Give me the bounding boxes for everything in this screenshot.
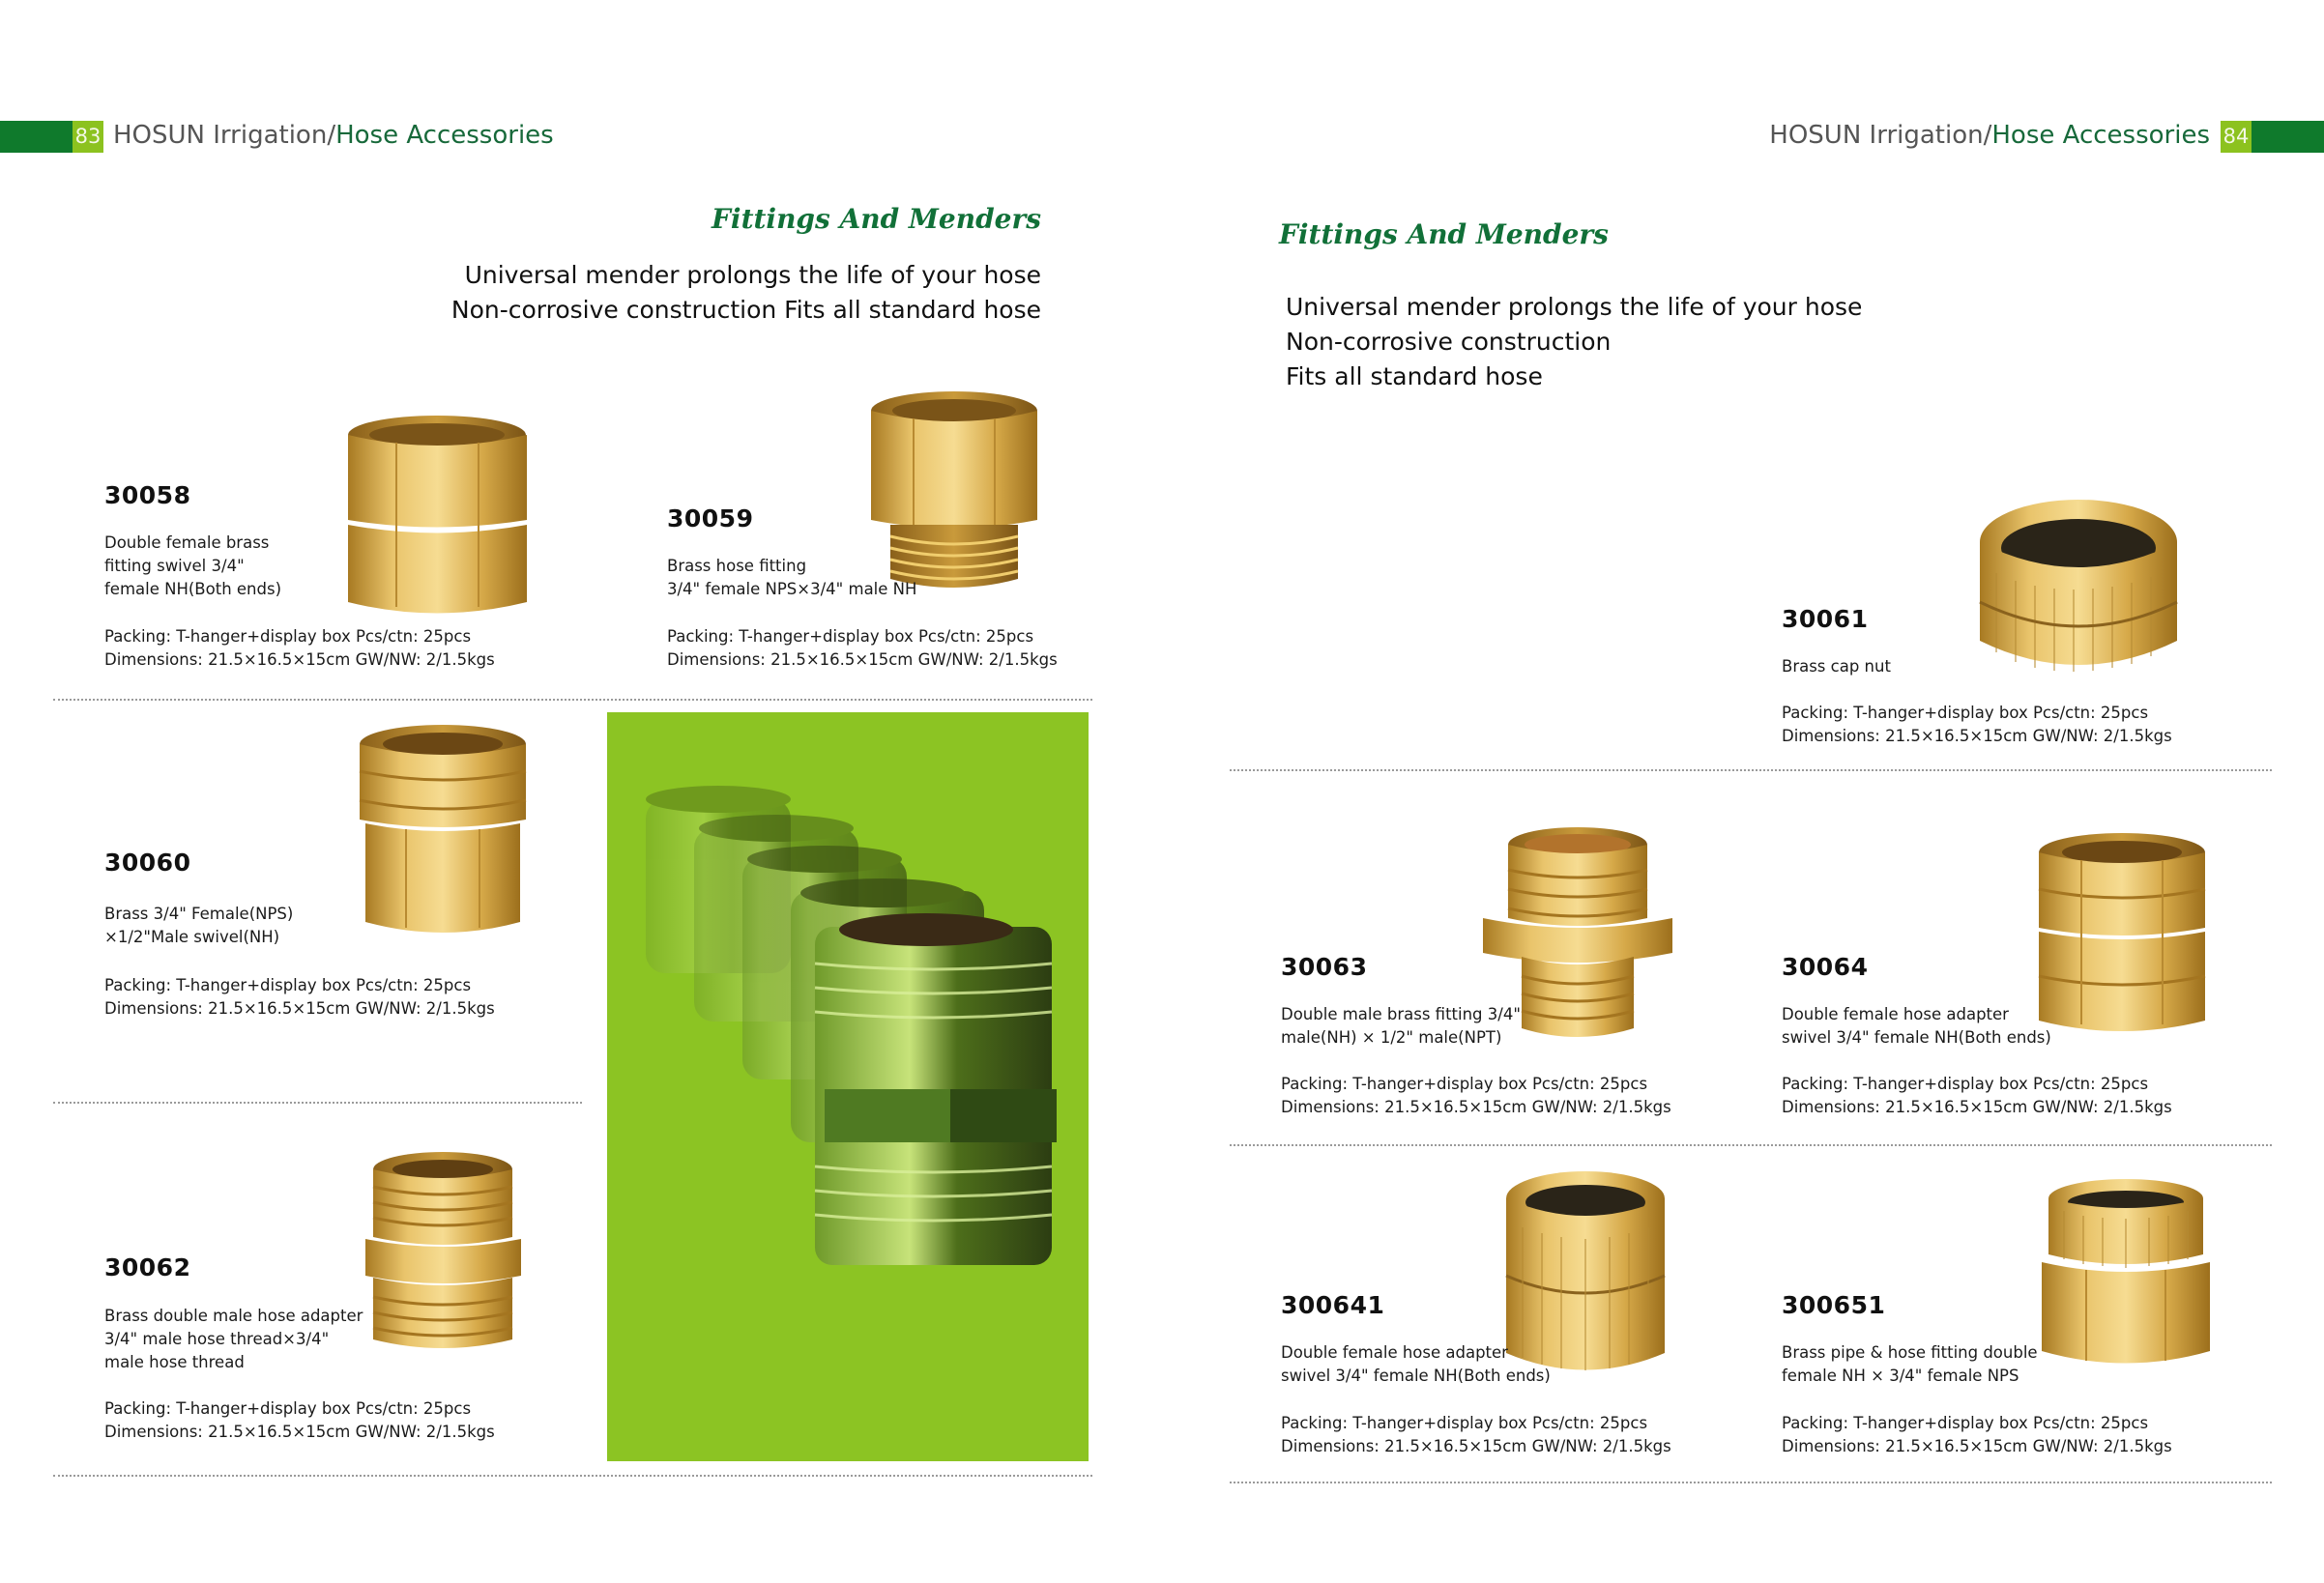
product-packing: Packing: T-hanger+display box Pcs/ctn: 25pcs — [1782, 704, 2149, 722]
product-code: 30061 — [1782, 605, 1869, 633]
page-title-right: Fittings And Menders — [1279, 218, 1609, 250]
product-dimensions: Dimensions: 21.5×16.5×15cm GW/NW: 2/1.5kgs — [667, 650, 1058, 669]
desc-line: Double female brass — [104, 533, 270, 552]
product-code: 30063 — [1281, 953, 1368, 981]
product-packing: Packing: T-hanger+display box Pcs/ctn: 25pcs — [104, 1399, 472, 1418]
page-title-left: Fittings And Menders — [712, 203, 1041, 235]
tagline-right-1: Universal mender prolongs the life of your hose — [1286, 293, 1863, 321]
brass-fittings-row-photo-icon — [607, 712, 1089, 1461]
desc-line: female NH × 3/4" female NPS — [1782, 1367, 2019, 1385]
product-image-30064 — [2035, 831, 2209, 1039]
product-packing: Packing: T-hanger+display box Pcs/ctn: 25pcs — [1782, 1414, 2149, 1432]
page-number-right: 84 — [2221, 121, 2251, 153]
divider — [1230, 769, 2272, 771]
desc-line: female NH(Both ends) — [104, 580, 282, 598]
desc-line: male hose thread — [104, 1353, 245, 1371]
product-dimensions: Dimensions: 21.5×16.5×15cm GW/NW: 2/1.5kgs — [104, 999, 495, 1018]
tagline-right-2: Non-corrosive construction — [1286, 328, 1612, 356]
product-code: 30059 — [667, 504, 754, 532]
product-desc — [104, 532, 281, 601]
product-code: 30058 — [104, 481, 191, 509]
product-packing: Packing: T-hanger+display box Pcs/ctn: 25pcs — [104, 976, 472, 994]
fittings-photo-panel — [607, 712, 1089, 1461]
product-dimensions: Dimensions: 21.5×16.5×15cm GW/NW: 2/1.5kgs — [1782, 1437, 2172, 1455]
product-dimensions: Dimensions: 21.5×16.5×15cm GW/NW: 2/1.5kgs — [1782, 727, 2172, 745]
desc-line: Brass pipe & hose fitting double — [1782, 1343, 2038, 1362]
header-section: Hose Accessories — [1991, 121, 2210, 150]
product-desc — [104, 903, 293, 949]
tagline-right-3: Fits all standard hose — [1286, 362, 1543, 390]
desc-line: Double female hose adapter — [1782, 1005, 2009, 1023]
product-desc — [1281, 1341, 1551, 1388]
header-section: Hose Accessories — [335, 121, 554, 150]
product-packing: Packing: T-hanger+display box Pcs/ctn: 25pcs — [1782, 1075, 2149, 1093]
product-code: 30060 — [104, 849, 191, 877]
product-packing: Packing: T-hanger+display box Pcs/ctn: 25pcs — [1281, 1414, 1648, 1432]
product-code: 300641 — [1281, 1291, 1385, 1319]
product-desc — [667, 555, 916, 601]
product-image-30060 — [356, 723, 530, 945]
product-code: 30062 — [104, 1253, 191, 1281]
desc-line: Brass hose fitting — [667, 557, 807, 575]
desc-line: Brass cap nut — [1782, 657, 1891, 676]
header-bar-right — [2251, 121, 2324, 153]
product-desc — [1281, 1003, 1521, 1050]
desc-line: 3/4" male hose thread×3/4" — [104, 1330, 330, 1348]
divider — [53, 699, 1092, 701]
desc-line: Double female hose adapter — [1281, 1343, 1508, 1362]
product-desc — [104, 1305, 363, 1374]
header-brand: HOSUN Irrigation/ — [1769, 121, 1992, 150]
product-image-300651 — [2040, 1177, 2212, 1370]
desc-line: Brass 3/4" Female(NPS) — [104, 905, 294, 923]
header-bar-left — [0, 121, 73, 153]
divider — [53, 1102, 582, 1104]
desc-line: Double male brass fitting 3/4" — [1281, 1005, 1521, 1023]
desc-line: swivel 3/4" female NH(Both ends) — [1782, 1028, 2051, 1047]
product-desc — [1782, 655, 1891, 678]
product-desc — [1782, 1341, 2038, 1388]
product-dimensions: Dimensions: 21.5×16.5×15cm GW/NW: 2/1.5kgs — [1782, 1098, 2172, 1116]
tagline-left-1: Universal mender prolongs the life of your hose — [464, 261, 1041, 289]
product-packing: Packing: T-hanger+display box Pcs/ctn: 25pcs — [104, 627, 472, 646]
header-brand: HOSUN Irrigation/ — [113, 121, 336, 150]
header-title-left — [113, 118, 554, 153]
product-dimensions: Dimensions: 21.5×16.5×15cm GW/NW: 2/1.5kgs — [104, 650, 495, 669]
product-code: 30064 — [1782, 953, 1869, 981]
product-image-30061 — [1977, 496, 2180, 684]
product-dimensions: Dimensions: 21.5×16.5×15cm GW/NW: 2/1.5kgs — [1281, 1098, 1671, 1116]
product-dimensions: Dimensions: 21.5×16.5×15cm GW/NW: 2/1.5kgs — [1281, 1437, 1671, 1455]
divider — [1230, 1144, 2272, 1146]
product-packing: Packing: T-hanger+display box Pcs/ctn: 25pcs — [667, 627, 1034, 646]
desc-line: swivel 3/4" female NH(Both ends) — [1281, 1367, 1551, 1385]
header-title-right — [1769, 118, 2210, 153]
desc-line: male(NH) × 1/2" male(NPT) — [1281, 1028, 1502, 1047]
divider — [53, 1475, 1092, 1477]
product-packing: Packing: T-hanger+display box Pcs/ctn: 25pcs — [1281, 1075, 1648, 1093]
desc-line: 3/4" female NPS×3/4" male NH — [667, 580, 917, 598]
product-image-30058 — [343, 414, 532, 621]
desc-line: fitting swivel 3/4" — [104, 557, 245, 575]
product-image-30062 — [363, 1150, 523, 1353]
product-code: 300651 — [1782, 1291, 1886, 1319]
desc-line: ×1/2"Male swivel(NH) — [104, 928, 280, 946]
page-number-left: 83 — [73, 121, 103, 153]
tagline-left-2: Non-corrosive construction Fits all standard hose — [450, 296, 1041, 324]
desc-line: Brass double male hose adapter — [104, 1307, 363, 1325]
product-desc — [1782, 1003, 2051, 1050]
product-dimensions: Dimensions: 21.5×16.5×15cm GW/NW: 2/1.5kgs — [104, 1423, 495, 1441]
divider — [1230, 1482, 2272, 1483]
